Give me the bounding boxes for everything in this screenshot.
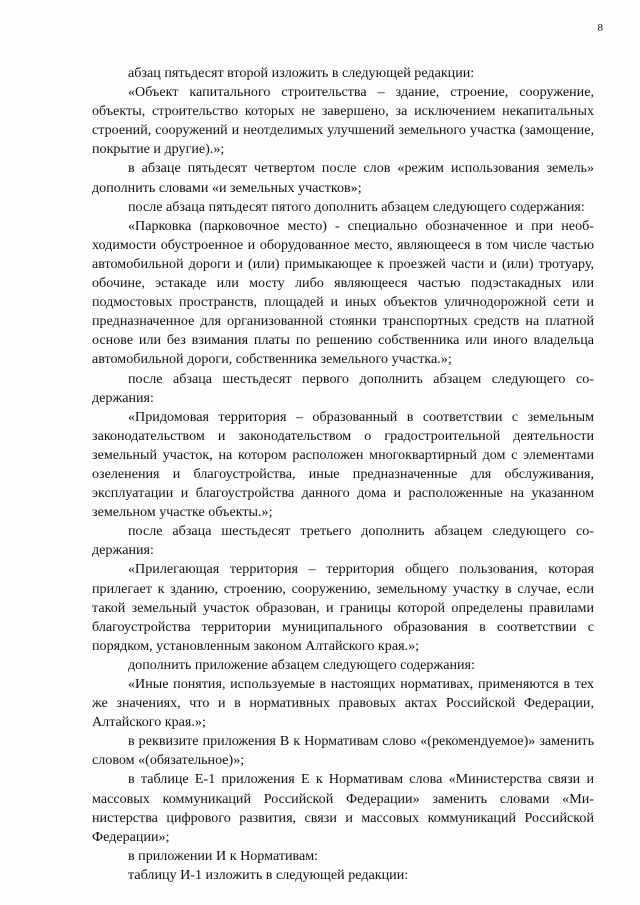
paragraph-7: «Придомовая территория – образованный в соответствии с земельным законодательством и законодательством о градостроительной деятельности земельный участок, на котором расположен многоквартирный дом с элементами озеленения и благоустройства, иные предназначенные для обслуживания, эксплуатации и благоустройства данного дома и расположенные на указанном земельном участке объекты.»; (92, 408, 594, 521)
paragraph-15: таблицу И-1 изложить в следующей редакции: (128, 866, 409, 883)
paragraph-8: после абзаца шестьдесят третьего дополнить абзацем следующего содержания: (92, 523, 594, 559)
paragraph-14: в приложении И к Нормативам: (128, 847, 319, 864)
paragraph-6: после абзаца шестьдесят первого дополнить абзацем следующего содержания: (92, 370, 594, 406)
paragraph-9: «Прилегающая территория – территория общего пользования, которая прилегает к зданию, строению, сооружению, земельному участку в случае, если такой земельный участок образован, и границы которой определены правилами благоустройства территории муниципального образования в соответствии с порядком, установленным законом Алтайского края.»; (92, 561, 594, 654)
paragraph-12: в реквизите приложения В к Нормативам слово «(рекомендуемое)» заменить словом «(обязательное)»; (92, 733, 594, 769)
paragraph-5: «Парковка (парковочное место) - специально обозначенное и при необходимости обустроенное и оборудованное место, являющееся в том числе частью автомобильной дороги и (или) примыкающее к проезжей части и (или) тротуару, обочине, эстакаде или мосту либо являющееся частью подэстакадных или подмостовых пространств, площадей и иных объектов уличнодорожной сети и предназначенное для организованной стоянки транспортных средств на платной основе или без взимания платы по решению собственника или иного владельца автомобильной дороги, собственника земельного участка.»; (92, 217, 594, 368)
document-body (92, 64, 594, 885)
paragraph-2: «Объект капитального строительства – здание, строение, сооружение, объекты, строительство которых не завершено, за исключением некапитальных строений, сооружений и неотделимых улучшений земельного участка (замощение, покрытие и другие).»; (92, 84, 594, 158)
page-number: 8 (597, 22, 603, 34)
paragraph-10: дополнить приложение абзацем следующего содержания: (128, 656, 475, 673)
paragraph-1: абзац пятьдесят второй изложить в следующей редакции: (128, 65, 475, 81)
paragraph-13: в таблице Е-1 приложения Е к Нормативам слова «Министерства связи и массовых коммуникаций Российской Федерации» заменить словами «Министерства цифрового развития, связи и массовых коммуникаций Российской Федерации»; (92, 771, 594, 845)
paragraph-3: в абзаце пятьдесят четвертом после слов «режим использования земель» дополнить словами «и земельных участков»; (92, 160, 594, 196)
paragraph-4: после абзаца пятьдесят пятого дополнить абзацем следующего содержания: (128, 198, 585, 215)
paragraph-11: «Иные понятия, используемые в настоящих нормативах, применяются в тех же значениях, что и в нормативных правовых актах Российской Федерации, Алтайского края.»; (92, 676, 594, 731)
